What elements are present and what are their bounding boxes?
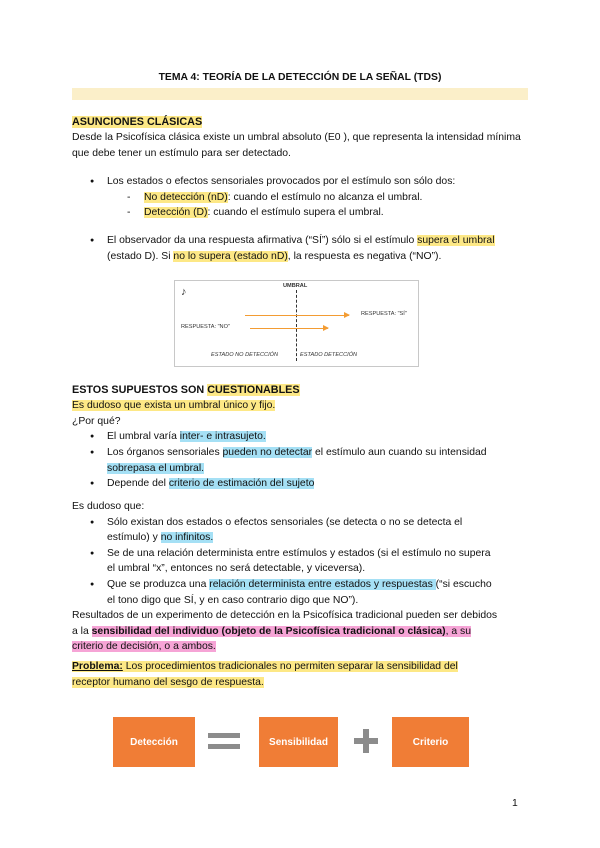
bullet-observer — [72, 233, 532, 264]
equals-sign-bottom — [208, 744, 240, 749]
title-highlight-bar — [72, 88, 528, 100]
doubt-intro: Es dudoso que: — [72, 501, 145, 512]
problem-label: Problema: — [72, 661, 123, 672]
list-item: ● Se de una relación determinista entre estímulos y estados (si el estímulo no supera el umbral “x”, entonces no será detectable, y viceversa). — [72, 546, 532, 577]
bullet-list-states — [72, 174, 532, 221]
box-deteccion: Detección — [113, 717, 195, 767]
ear-sound-icon: ♪ — [181, 286, 187, 298]
list-item: ● Que se produzca una relación determinista entre estados y respuestas (“si escucho el tono digo que SÍ, y en caso contrario digo que NO”). — [72, 577, 532, 608]
figure-label-umbral: UMBRAL — [283, 283, 308, 289]
list-item: ● Los órganos sensoriales pueden no detectar el estímulo aun cuando su intensidad sobrepasa el umbral. — [72, 445, 532, 476]
intro-paragraph: Desde la Psicofísica clásica existe un umbral absoluto (E0 ), que representa la intensidad mínima que debe tener un estímulo para ser detectado. — [72, 132, 521, 159]
section-asunciones — [72, 114, 532, 161]
why-question: ¿Por qué? — [72, 415, 121, 427]
list-item: - No detección (nD): cuando el estímulo no alcanza el umbral. — [72, 190, 532, 206]
list-item: - Detección (D): cuando el estímulo supera el umbral. — [72, 205, 532, 221]
arrow-response-si — [245, 315, 349, 316]
doubt-threshold: Es dudoso que exista un umbral único y fijo. — [72, 400, 276, 412]
list-item: ● El observador da una respuesta afirmativa (“SÍ”) sólo si el estímulo supera el umbral (estado D). Si no lo supera (estado nD), la respuesta es negativa (“NO”). — [72, 233, 532, 264]
section-heading-asunciones: ASUNCIONES CLÁSICAS — [72, 116, 203, 128]
list-item: ● Depende del criterio de estimación del sujeto — [72, 476, 532, 492]
figure-label-resp-si: RESPUESTA: "SÍ" — [361, 311, 407, 317]
box-criterio: Criterio — [392, 717, 469, 767]
plus-sign-vertical — [363, 729, 369, 753]
problem-paragraph: Problema: Los procedimientos tradicionales no permiten separar la sensibilidad del receptor humano del sesgo de respuesta. — [72, 661, 458, 688]
threshold-figure — [174, 280, 419, 367]
section-cuestionables — [72, 382, 532, 492]
arrow-response-no — [250, 328, 328, 329]
figure-label-estado-d: ESTADO DETECCIÓN — [300, 352, 358, 358]
equals-sign-top — [208, 733, 240, 738]
figure-label-estado-nd: ESTADO NO DETECCIÓN — [211, 352, 279, 358]
box-sensibilidad: Sensibilidad — [259, 717, 338, 767]
list-item: ● Sólo existan dos estados o efectos sensoriales (se detecta o no se detecta el estímulo) y no infinitos. — [72, 515, 532, 546]
list-item: ● Los estados o efectos sensoriales provocados por el estímulo son sólo dos: — [72, 174, 532, 190]
page-title: TEMA 4: TEORÍA DE LA DETECCIÓN DE LA SEÑAL (TDS) — [158, 72, 442, 83]
section-heading-cuestionables: ESTOS SUPUESTOS SON CUESTIONABLES — [72, 384, 300, 396]
figure-label-resp-no: RESPUESTA: "NO" — [181, 324, 230, 330]
doubt-list — [72, 499, 532, 655]
results-paragraph: Resultados de un experimento de detección en la Psicofísica tradicional pueden ser debidos a la sensibilidad del individuo (objeto de la Psicofísica tradicional o clásica), a su criterio de decisión, o a ambos. — [72, 610, 498, 653]
list-item: ● El umbral varía inter- e intrasujeto. — [72, 429, 532, 445]
threshold-line — [296, 290, 297, 361]
page-number: 1 — [512, 798, 518, 809]
